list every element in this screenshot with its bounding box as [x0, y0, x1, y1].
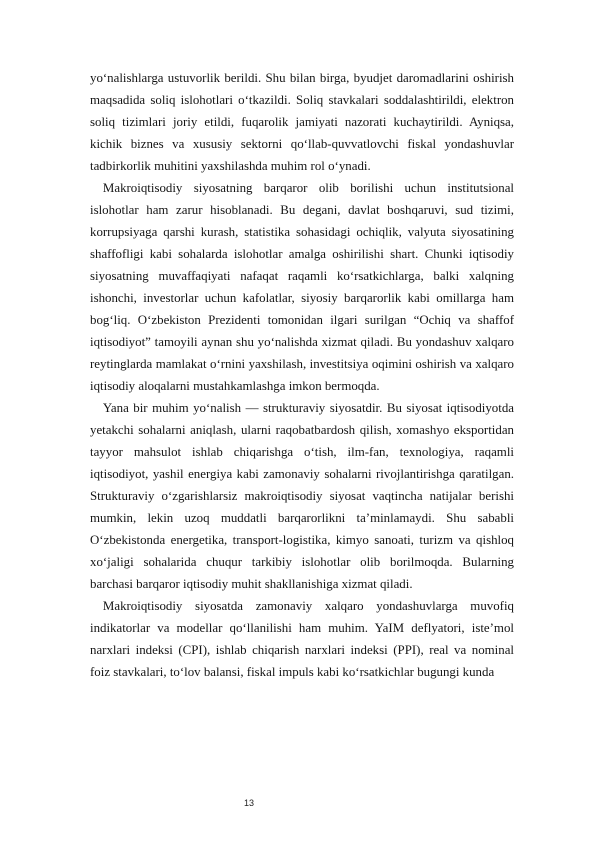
paragraph-2: Makroiqtisodiy siyosatning barqaror olib borilishi uchun institutsional islohotlar ham zarur hisoblanadi. Bu degani, davlat boshqaruvi, sud tizimi, korrupsiyaga qarshi kurash, statistika sohasidagi ochiqlik, valyuta siyosatining shaffofligi kabi sohalarda islohotlar amalga oshirilishi shart. Chunki iqtisodiy siyosatning muvaffaqiyati nafaqat raqamli ko‘rsatkichlarga, balki xalqning ishonchi, investorlar uchun kafolatlar, siyosiy barqarorlik kabi omillarga ham bog‘liq. O‘zbekiston Prezidenti tomonidan ilgari surilgan “Ochiq va shaffof iqtisodiyot” tamoyili aynan shu yo‘nalishda xizmat qiladi. Bu yondashuv xalqaro reytinglarda mamlakat o‘rnini yaxshilash, investitsiya oqimini oshirish va xalqaro iqtisodiy aloqalarni mustahkamlashga imkon bermoqda.: [90, 181, 514, 393]
paragraph-3: Yana bir muhim yo‘nalish — strukturaviy siyosatdir. Bu siyosat iqtisodiyotda yetakchi sohalarni aniqlash, ularni raqobatbardosh qilish, xomashyo eksportidan tayyor mahsulot ishlab chiqarishga o‘tish, ilm-fan, texnologiya, raqamli iqtisodiyot, yashil energiya kabi zamonaviy sohalarni rivojlantirishga qaratilgan. Strukturaviy o‘zgarishlarsiz makroiqtisodiy siyosat vaqtincha natijalar berishi mumkin, lekin uzoq muddatli barqarorlikni ta’minlamaydi. Shu sababli O‘zbekistonda energetika, transport-logistika, kimyo sanoati, turizm va qishloq xo‘jaligi sohalarida chuqur tarkibiy islohotlar olib borilmoqda. Bularning barchasi barqaror iqtisodiy muhit shakllanishiga xizmat qiladi.: [90, 401, 514, 591]
page-number: 13: [244, 798, 255, 808]
document-body: [90, 67, 514, 683]
paragraph-1: yo‘nalishlarga ustuvorlik berildi. Shu bilan birga, byudjet daromadlarini oshirish maqsadida soliq islohotlari o‘tkazildi. Soliq stavkalari soddalashtirildi, elektron soliq tizimlari joriy etildi, fuqarolik jamiyati nazorati kuchaytirildi. Ayniqsa, kichik biznes va xususiy sektorni qo‘llab-quvvatlovchi fiskal yondashuvlar tadbirkorlik muhitini yaxshilashda muhim rol o‘ynadi.: [90, 71, 514, 173]
paragraph-4: Makroiqtisodiy siyosatda zamonaviy xalqaro yondashuvlarga muvofiq indikatorlar va modellar qo‘llanilishi ham muhim. YaIM deflyatori, iste’mol narxlari indeksi (CPI), ishlab chiqarish narxlari indeksi (PPI), real va nominal foiz stavkalari, to‘lov balansi, fiskal impuls kabi ko‘rsatkichlar bugungi kunda: [90, 599, 514, 679]
